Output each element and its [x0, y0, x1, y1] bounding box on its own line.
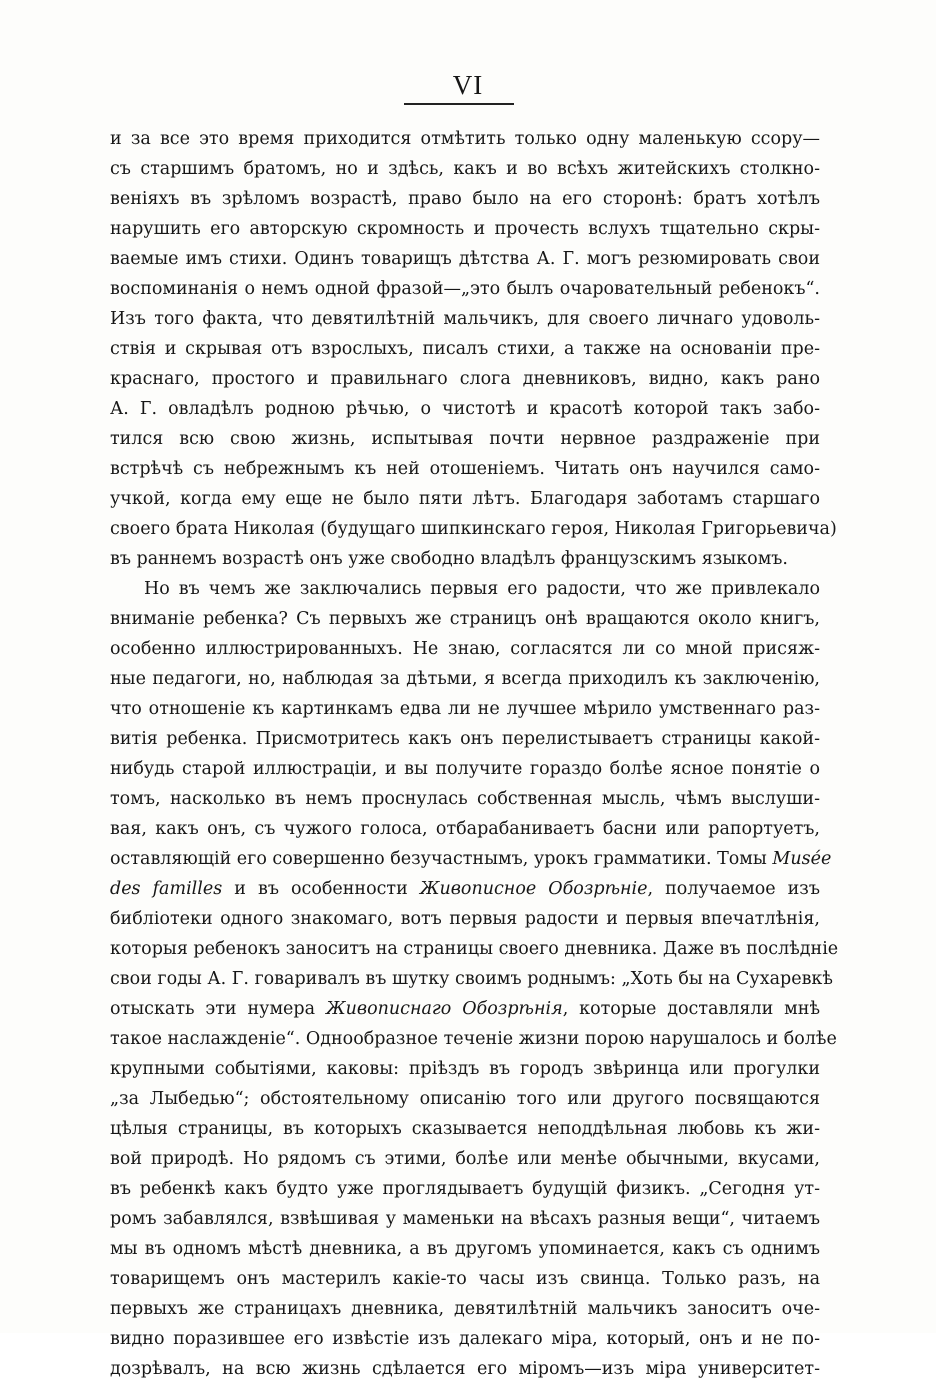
text-line: тился всю свою жизнь, испытывая почти нервное раздраженіе при: [110, 429, 820, 449]
text-line: видно поразившее его извѣстіе изъ далекаго міра, который, онъ и не по-: [110, 1329, 820, 1349]
text-line: учкой, когда ему еще не было пяти лѣтъ. Благодаря заботамъ старшаго: [110, 489, 820, 509]
text-line: которыя ребенокъ заноситъ на страницы своего дневника. Даже въ послѣдніе: [110, 939, 839, 959]
page-number: VI: [452, 70, 484, 100]
text-line: цѣлыя страницы, въ которыхъ сказывается неподдѣльная любовь къ жи-: [110, 1119, 820, 1139]
text-line: крупными событіями, каковы: пріѣздъ въ городъ звѣринца или прогулки: [110, 1059, 820, 1079]
text-line: особенно иллюстрированныхъ. Не знаю, согласятся ли со мной присяж-: [110, 639, 820, 659]
text-line: Но въ чемъ же заключались первыя его радости, что же привлекало: [144, 579, 820, 599]
text-line: ствія и скрывая отъ взрослыхъ, писалъ стихи, а также на основаніи пре-: [110, 339, 820, 359]
italic-title: des familles: [110, 879, 223, 899]
text-line: ные педагоги, но, наблюдая за дѣтьми, я всегда приходилъ къ заключенію,: [110, 669, 820, 689]
text-line: въ ребенкѣ какъ будто уже проглядываетъ будущій физикъ. „Сегодня ут-: [110, 1179, 820, 1199]
text-segment: , получаемое изъ: [647, 879, 820, 899]
text-segment: и въ особенности: [222, 879, 420, 899]
text-line: свои годы А. Г. говаривалъ въ шутку своимъ роднымъ: „Хоть бы на Сухаревкѣ: [110, 969, 833, 989]
text-line: томъ, насколько въ немъ проснулась собственная мысль, чѣмъ выслуши-: [110, 789, 820, 809]
italic-title: Musée: [772, 849, 832, 869]
text-segment: , которые доставляли мнѣ: [562, 999, 820, 1019]
text-line: товарищемъ онъ мастерилъ какіе-то часы изъ свинца. Только разъ, на: [110, 1269, 820, 1289]
text-line: вая, какъ онъ, съ чужого голоса, отбарабаниваетъ басни или рапортуетъ,: [110, 819, 820, 839]
text-line: А. Г. овладѣлъ родною рѣчью, о чистотѣ и красотѣ которой такъ забо-: [110, 399, 820, 419]
text-line: воспоминанія о немъ одной фразой—„это былъ очаровательный ребенокъ“.: [110, 279, 820, 299]
text-line: [110, 994, 820, 1024]
text-line: „за Лыбедью“; обстоятельному описанію того или другого посвящаются: [110, 1089, 820, 1109]
text-line: Изъ того факта, что девятилѣтній мальчикъ, для своего личнаго удоволь-: [110, 309, 820, 329]
text-line: [110, 844, 832, 874]
text-line: витія ребенка. Присмотритесь какъ онъ перелистываетъ страницы какой-: [110, 729, 820, 749]
text-segment: отыскать эти нумера: [110, 999, 326, 1019]
italic-title: Живописнаго Обозрѣнія: [325, 999, 563, 1019]
text-line: первыхъ же страницахъ дневника, девятилѣтній мальчикъ заноситъ оче-: [110, 1299, 820, 1319]
text-line: встрѣчѣ съ небрежнымъ къ ней отошеніемъ. Читать онъ научился само-: [110, 459, 820, 479]
body-text: [110, 124, 839, 1384]
text-segment: оставляющій его совершенно безучастнымъ, урокъ грамматики. Томы: [110, 849, 773, 869]
header-rule: [404, 103, 514, 105]
text-line: библіотеки одного знакомаго, вотъ первыя радости и первыя впечатлѣнія,: [110, 909, 820, 929]
text-line: ромъ забавлялся, взвѣшивая у маменьки на вѣсахъ разныя вещи“, читаемъ: [110, 1209, 820, 1229]
text-line: вниманіе ребенка? Съ первыхъ же страницъ онѣ вращаются около книгъ,: [110, 609, 820, 629]
text-line: и за все это время приходится отмѣтить только одну маленькую ссору—: [110, 129, 820, 149]
text-line: съ старшимъ братомъ, но и здѣсь, какъ и во всѣхъ житейскихъ столкно-: [110, 159, 820, 179]
text-line: вой природѣ. Но рядомъ съ этими, болѣе или менѣе обычными, вкусами,: [110, 1149, 820, 1169]
text-line: [110, 874, 820, 904]
text-line: нарушить его авторскую скромность и прочесть вслухъ тщательно скры-: [110, 219, 820, 239]
text-line: ваемые имъ стихи. Одинъ товарищъ дѣтства А. Г. могъ резюмировать свои: [110, 249, 820, 269]
text-line: дозрѣвалъ, на всю жизнь сдѣлается его міромъ—изъ міра университет-: [110, 1359, 820, 1379]
text-line: своего брата Николая (будущаго шипкинскаго героя, Николая Григорьевича): [110, 519, 837, 539]
text-line: нибудь старой иллюстраціи, и вы получите гораздо болѣе ясное понятіе о: [110, 759, 820, 779]
italic-title: Живописное Обозрѣніе: [419, 879, 648, 899]
text-line: въ раннемъ возрастѣ онъ уже свободно владѣлъ французскимъ языкомъ.: [110, 549, 788, 569]
text-line: веніяхъ въ зрѣломъ возрастѣ, право было на его сторонѣ: братъ хотѣлъ: [110, 189, 820, 209]
text-line: такое наслажденіе“. Однообразное теченіе жизни порою нарушалось и болѣе: [110, 1029, 837, 1049]
text-line: что отношеніе къ картинкамъ едва ли не лучшее мѣрило умственнаго раз-: [110, 699, 820, 719]
text-line: краснаго, простого и правильнаго слога дневниковъ, видно, какъ рано: [110, 369, 820, 389]
text-line: мы въ одномъ мѣстѣ дневника, а въ другомъ упоминается, какъ съ однимъ: [110, 1239, 820, 1259]
